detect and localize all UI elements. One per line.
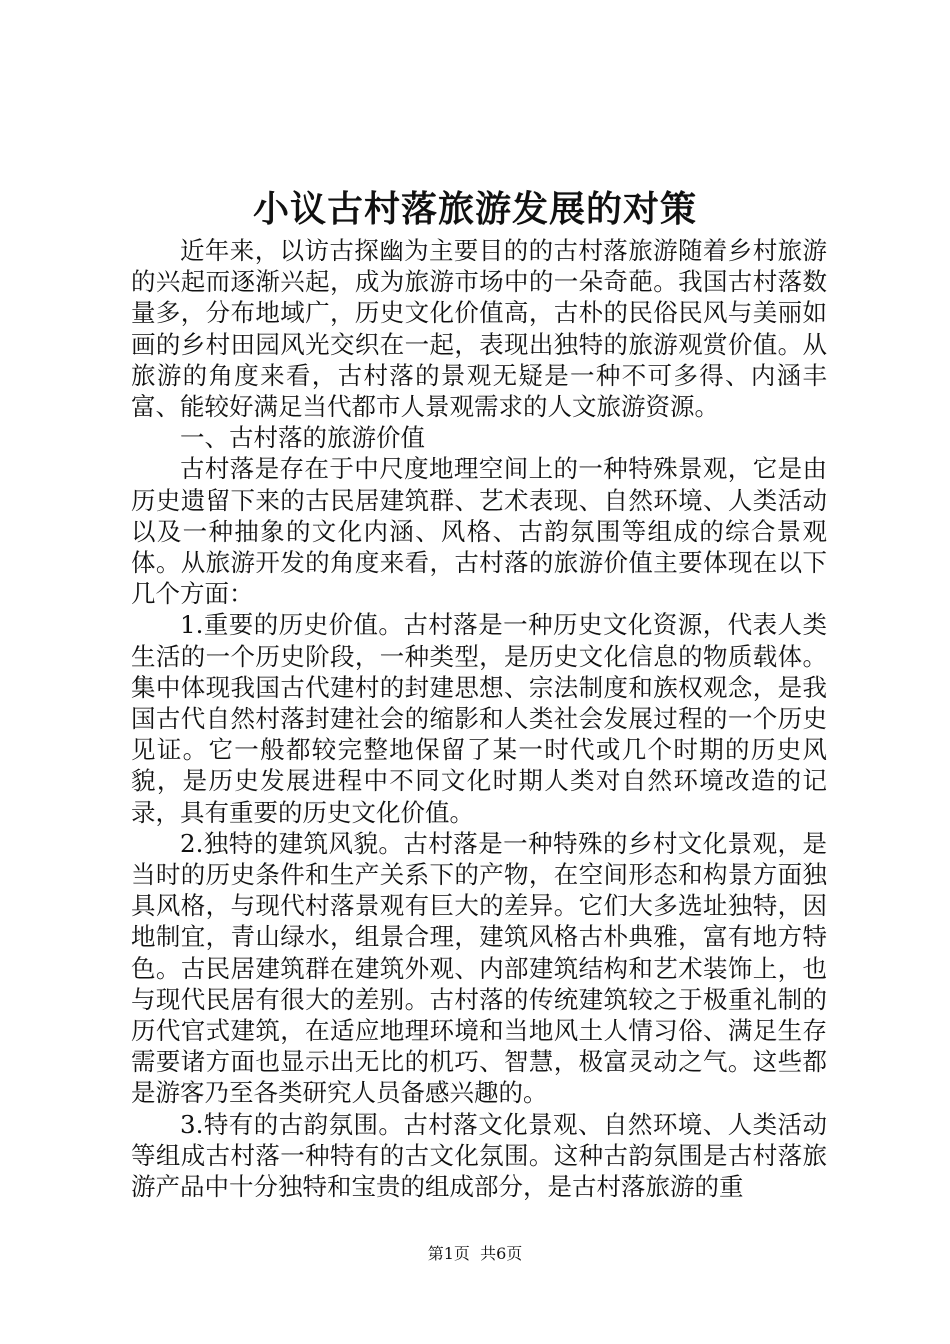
page-total: 共6页 — [480, 1244, 523, 1263]
section-heading: 一、古村落的旅游价值 — [180, 423, 425, 453]
paragraph-definition: 古村落是存在于中尺度地理空间上的一种特殊景观，它是由历史遗留下来的古民居建筑群、艺术表现、自然环境、人类活动以及一种抽象的文化内涵、风格、古韵氛围等组成的综合景观体。从旅游开发的角度来看，古村落的旅游价值主要体现在以下几个方面： — [131, 454, 827, 609]
paragraph-historical-value: 1.重要的历史价值。古村落是一种历史文化资源，代表人类生活的一个历史阶段，一种类型，是历史文化信息的物质载体。集中体现我国古代建村的封建思想、宗法制度和族权观念，是我国古代自然村落封建社会的缩影和人类社会发展过程的一个历史见证。它一般都较完整地保留了某一时代或几个时期的历史风貌，是历史发展进程中不同文化时期人类对自然环境改造的记录，具有重要的历史文化价值。 — [131, 610, 827, 827]
page-number: 第1页 — [427, 1244, 470, 1263]
page-footer — [0, 1244, 950, 1264]
document-body — [131, 235, 827, 1202]
paragraph-intro: 近年来，以访古探幽为主要目的的古村落旅游随着乡村旅游的兴起而逐渐兴起，成为旅游市场中的一朵奇葩。我国古村落数量多，分布地域广，历史文化价值高，古朴的民俗民风与美丽如画的乡村田园风光交织在一起，表现出独特的旅游观赏价值。从旅游的角度来看，古村落的景观无疑是一种不可多得、内涵丰富、能较好满足当代都市人景观需求的人文旅游资源。 — [131, 236, 827, 422]
document-title: 小议古村落旅游发展的对策 — [252, 188, 697, 230]
paragraph-architecture: 2.独特的建筑风貌。古村落是一种特殊的乡村文化景观，是当时的历史条件和生产关系下的产物，在空间形态和构景方面独具风格，与现代村落景观有巨大的差异。它们大多选址独特，因地制宜，青山绿水，组景合理，建筑风格古朴典雅，富有地方特色。古民居建筑群在建筑外观、内部建筑结构和艺术装饰上，也与现代民居有很大的差别。古村落的传统建筑较之于极重礼制的历代官式建筑，在适应地理环境和当地风土人情习俗、满足生存需要诸方面也显示出无比的机巧、智慧，极富灵动之气。这些都是游客乃至各类研究人员备感兴趣的。 — [131, 828, 827, 1108]
paragraph-atmosphere: 3.特有的古韵氛围。古村落文化景观、自然环境、人类活动等组成古村落一种特有的古文化氛围。这种古韵氛围是古村落旅游产品中十分独特和宝贵的组成部分，是古村落旅游的重 — [131, 1109, 827, 1202]
